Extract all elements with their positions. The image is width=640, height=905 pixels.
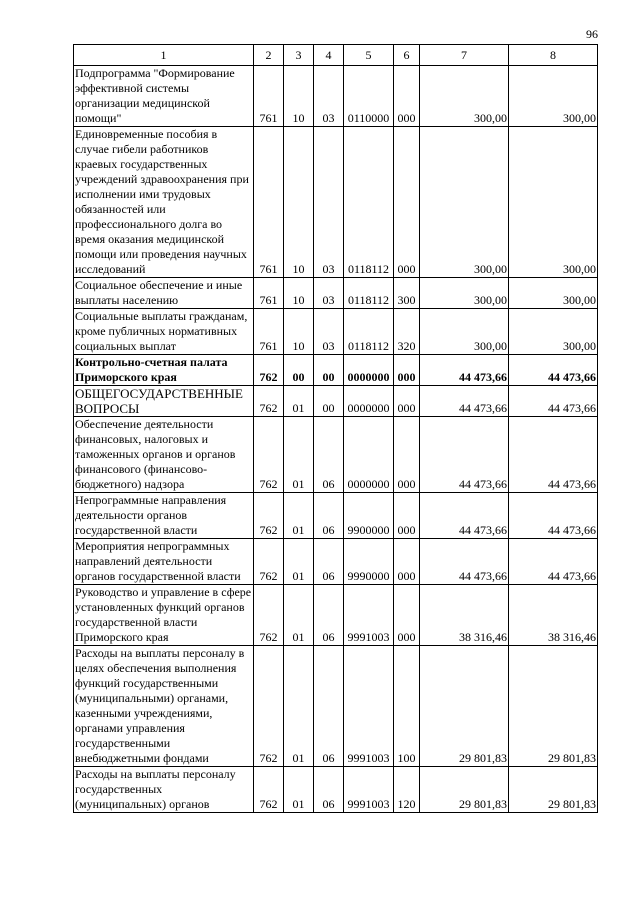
col-4-code: 06 xyxy=(314,646,344,767)
col-6-code: 000 xyxy=(394,585,420,646)
col-8-amount: 300,00 xyxy=(509,66,598,127)
col-8-amount: 44 473,66 xyxy=(509,493,598,539)
col-2-code: 761 xyxy=(254,66,284,127)
header-cell: 2 xyxy=(254,45,284,66)
table-row xyxy=(74,539,598,585)
col-2-code: 761 xyxy=(254,309,284,355)
col-2-code: 762 xyxy=(254,767,284,813)
col-6-code: 320 xyxy=(394,309,420,355)
row-description: Мероприятия непрограммных направлений деятельности органов государственной власти xyxy=(74,539,254,585)
row-description: Расходы на выплаты персоналу в целях обеспечения выполнения функций государственными (муниципальными) органами, казенными учреждениями, органами управления государственными внебюджетными фондами xyxy=(74,646,254,767)
budget-table xyxy=(73,44,598,813)
col-7-amount: 300,00 xyxy=(420,278,509,309)
header-cell: 7 xyxy=(420,45,509,66)
table-body xyxy=(74,45,598,813)
col-4-code: 03 xyxy=(314,66,344,127)
row-description: Непрограммные направления деятельности органов государственной власти xyxy=(74,493,254,539)
col-2-code: 762 xyxy=(254,417,284,493)
col-7-amount: 300,00 xyxy=(420,66,509,127)
header-row xyxy=(74,45,598,66)
col-7-amount: 29 801,83 xyxy=(420,767,509,813)
col-4-code: 00 xyxy=(314,355,344,386)
row-description: Социальное обеспечение и иные выплаты населению xyxy=(74,278,254,309)
col-2-code: 762 xyxy=(254,585,284,646)
col-8-amount: 44 473,66 xyxy=(509,355,598,386)
col-3-code: 01 xyxy=(284,767,314,813)
col-5-code: 9991003 xyxy=(344,646,394,767)
col-8-amount: 29 801,83 xyxy=(509,646,598,767)
col-8-amount: 44 473,66 xyxy=(509,417,598,493)
table-row xyxy=(74,355,598,386)
page-number: 96 xyxy=(586,27,598,41)
col-5-code: 0118112 xyxy=(344,278,394,309)
col-3-code: 10 xyxy=(284,127,314,278)
table-row xyxy=(74,127,598,278)
col-6-code: 000 xyxy=(394,417,420,493)
col-6-code: 000 xyxy=(394,386,420,417)
col-5-code: 0110000 xyxy=(344,66,394,127)
col-3-code: 01 xyxy=(284,646,314,767)
col-7-amount: 38 316,46 xyxy=(420,585,509,646)
header-cell: 6 xyxy=(394,45,420,66)
table-row xyxy=(74,417,598,493)
col-7-amount: 44 473,66 xyxy=(420,417,509,493)
col-6-code: 000 xyxy=(394,355,420,386)
col-7-amount: 44 473,66 xyxy=(420,493,509,539)
col-2-code: 762 xyxy=(254,539,284,585)
col-4-code: 00 xyxy=(314,386,344,417)
table-row xyxy=(74,493,598,539)
table-row xyxy=(74,278,598,309)
col-7-amount: 300,00 xyxy=(420,127,509,278)
col-8-amount: 300,00 xyxy=(509,309,598,355)
header-cell: 1 xyxy=(74,45,254,66)
col-3-code: 01 xyxy=(284,493,314,539)
table-row xyxy=(74,66,598,127)
col-5-code: 9991003 xyxy=(344,767,394,813)
col-7-amount: 44 473,66 xyxy=(420,539,509,585)
col-2-code: 762 xyxy=(254,493,284,539)
header-cell: 3 xyxy=(284,45,314,66)
col-3-code: 01 xyxy=(284,386,314,417)
col-3-code: 01 xyxy=(284,417,314,493)
col-7-amount: 29 801,83 xyxy=(420,646,509,767)
row-description: Единовременные пособия в случае гибели работников краевых государственных учреждений здравоохранения при исполнении ими трудовых обязанностей или профессионального долга во время оказания медицинской помощи или проведения научных исследований xyxy=(74,127,254,278)
col-7-amount: 44 473,66 xyxy=(420,355,509,386)
col-8-amount: 29 801,83 xyxy=(509,767,598,813)
col-3-code: 10 xyxy=(284,309,314,355)
col-6-code: 120 xyxy=(394,767,420,813)
table-row xyxy=(74,386,598,417)
col-2-code: 761 xyxy=(254,127,284,278)
table-row xyxy=(74,767,598,813)
col-4-code: 06 xyxy=(314,767,344,813)
col-4-code: 06 xyxy=(314,539,344,585)
col-2-code: 761 xyxy=(254,278,284,309)
col-6-code: 000 xyxy=(394,127,420,278)
col-2-code: 762 xyxy=(254,355,284,386)
col-3-code: 10 xyxy=(284,278,314,309)
col-8-amount: 300,00 xyxy=(509,127,598,278)
col-4-code: 06 xyxy=(314,417,344,493)
col-8-amount: 300,00 xyxy=(509,278,598,309)
col-2-code: 762 xyxy=(254,646,284,767)
col-6-code: 000 xyxy=(394,66,420,127)
row-description: Обеспечение деятельности финансовых, налоговых и таможенных органов и органов финансового (финансово-бюджетного) надзора xyxy=(74,417,254,493)
col-5-code: 0000000 xyxy=(344,417,394,493)
col-4-code: 03 xyxy=(314,127,344,278)
col-5-code: 0000000 xyxy=(344,355,394,386)
col-4-code: 03 xyxy=(314,309,344,355)
col-6-code: 000 xyxy=(394,493,420,539)
col-5-code: 9990000 xyxy=(344,539,394,585)
col-4-code: 06 xyxy=(314,585,344,646)
col-8-amount: 44 473,66 xyxy=(509,539,598,585)
col-6-code: 300 xyxy=(394,278,420,309)
col-7-amount: 300,00 xyxy=(420,309,509,355)
table-row xyxy=(74,646,598,767)
col-4-code: 06 xyxy=(314,493,344,539)
col-5-code: 9900000 xyxy=(344,493,394,539)
col-5-code: 0000000 xyxy=(344,386,394,417)
header-cell: 4 xyxy=(314,45,344,66)
col-8-amount: 44 473,66 xyxy=(509,386,598,417)
row-description: Контрольно-счетная палата Приморского края xyxy=(74,355,254,386)
header-cell: 8 xyxy=(509,45,598,66)
header-cell: 5 xyxy=(344,45,394,66)
row-description: Руководство и управление в сфере установленных функций органов государственной власти Приморского края xyxy=(74,585,254,646)
table-row xyxy=(74,585,598,646)
col-6-code: 000 xyxy=(394,539,420,585)
col-3-code: 00 xyxy=(284,355,314,386)
col-4-code: 03 xyxy=(314,278,344,309)
col-5-code: 9991003 xyxy=(344,585,394,646)
col-5-code: 0118112 xyxy=(344,309,394,355)
col-5-code: 0118112 xyxy=(344,127,394,278)
col-3-code: 01 xyxy=(284,585,314,646)
col-3-code: 01 xyxy=(284,539,314,585)
col-6-code: 100 xyxy=(394,646,420,767)
row-description: Подпрограмма "Формирование эффективной системы организации медицинской помощи" xyxy=(74,66,254,127)
col-2-code: 762 xyxy=(254,386,284,417)
table-row xyxy=(74,309,598,355)
row-description: Социальные выплаты гражданам, кроме публичных нормативных социальных выплат xyxy=(74,309,254,355)
row-description: Расходы на выплаты персоналу государственных (муниципальных) органов xyxy=(74,767,254,813)
col-3-code: 10 xyxy=(284,66,314,127)
row-description: ОБЩЕГОСУДАРСТВЕННЫЕ ВОПРОСЫ xyxy=(74,386,254,417)
col-7-amount: 44 473,66 xyxy=(420,386,509,417)
col-8-amount: 38 316,46 xyxy=(509,585,598,646)
